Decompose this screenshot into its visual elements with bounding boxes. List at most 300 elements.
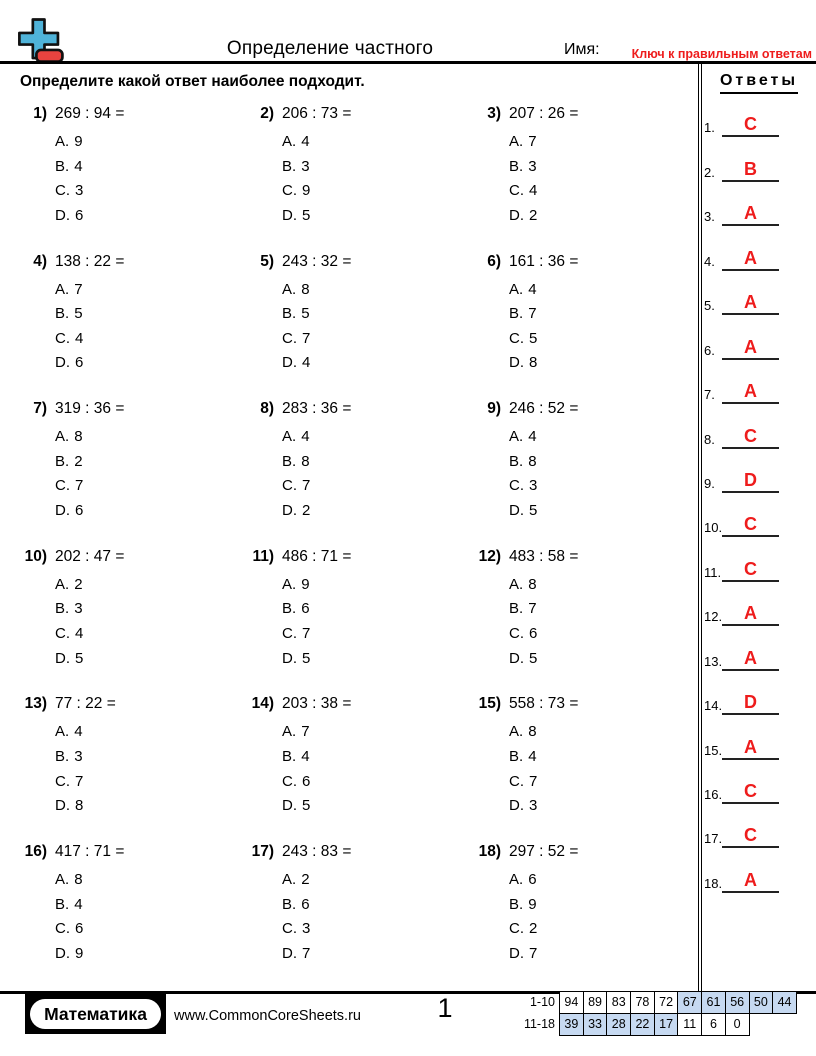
option-value: 9 <box>301 575 310 593</box>
option-value: 7 <box>301 723 310 741</box>
problem-body <box>509 252 578 376</box>
option-value: 4 <box>301 428 310 446</box>
option-d <box>282 942 351 967</box>
option-label: A. <box>509 133 524 150</box>
answer-number: 1. <box>704 120 715 136</box>
answer-item-8 <box>698 404 814 448</box>
answer-number: 7. <box>704 387 715 403</box>
answer-number: 10. <box>704 520 723 536</box>
option-value: 6 <box>301 895 310 913</box>
option-label: C. <box>509 772 524 790</box>
answer-number: 9. <box>704 475 715 491</box>
option-value: 9 <box>528 895 537 913</box>
option-label: B. <box>509 305 524 323</box>
option-value: 3 <box>301 157 310 175</box>
option-b <box>509 597 578 622</box>
option-label: A. <box>282 870 297 888</box>
problem-number: 4) <box>33 252 47 270</box>
answer-blank-line <box>722 470 779 493</box>
answer-number: 18. <box>704 875 723 891</box>
option-label: D. <box>55 354 70 372</box>
score-cell: 0 <box>725 1013 750 1036</box>
option-label: B. <box>55 157 70 175</box>
score-row-11-18 <box>500 1013 797 1036</box>
option-d <box>55 499 124 524</box>
problem-body <box>55 694 116 818</box>
option-b <box>509 302 578 327</box>
problem-number: 15) <box>478 695 501 713</box>
answers-panel-header <box>704 72 814 94</box>
option-value: 4 <box>74 157 83 175</box>
option-value: 8 <box>74 870 83 888</box>
option-value: 3 <box>302 920 311 938</box>
answer-letter: A <box>744 647 757 668</box>
problem-body <box>282 399 351 523</box>
score-cell: 6 <box>701 1013 726 1036</box>
option-a <box>282 130 351 155</box>
problem-2 <box>242 104 469 252</box>
score-cell: 17 <box>654 1013 679 1036</box>
option-c <box>282 474 351 499</box>
option-label: A. <box>55 870 70 888</box>
answer-number: 11. <box>704 564 722 580</box>
option-label: C. <box>55 329 70 347</box>
answer-letter: C <box>744 558 757 579</box>
answer-item-2 <box>698 137 814 181</box>
option-value: 2 <box>74 575 83 593</box>
option-label: B. <box>55 452 70 470</box>
option-value: 3 <box>528 157 537 175</box>
options-list <box>509 720 578 818</box>
score-row-1-10 <box>500 991 797 1014</box>
answer-blank-line <box>722 514 779 537</box>
answer-item-6 <box>698 315 814 359</box>
answer-letter: C <box>744 114 757 135</box>
option-c <box>509 770 578 795</box>
brand-label: Математика <box>30 999 161 1029</box>
option-label: A. <box>55 133 70 150</box>
score-cell: 67 <box>677 991 702 1014</box>
option-a <box>282 573 351 598</box>
option-b <box>55 450 124 475</box>
option-value: 2 <box>302 501 311 519</box>
option-value: 7 <box>529 772 538 790</box>
option-label: C. <box>282 624 297 642</box>
option-value: 8 <box>528 452 537 470</box>
option-label: B. <box>509 747 524 765</box>
problem-14 <box>242 694 469 842</box>
problem-question: 77 : 22 = <box>55 695 116 713</box>
problem-question: 483 : 58 = <box>509 547 579 565</box>
option-d <box>55 351 124 376</box>
option-value: 4 <box>301 747 310 765</box>
problem-body <box>282 547 351 671</box>
option-value: 6 <box>75 206 84 224</box>
answers-list <box>698 93 814 893</box>
option-value: 3 <box>74 600 83 618</box>
answer-number: 5. <box>704 298 715 314</box>
option-value: 4 <box>301 133 310 150</box>
option-c <box>509 622 578 647</box>
options-list <box>55 573 124 671</box>
option-a <box>509 573 578 598</box>
answer-letter: A <box>744 381 757 402</box>
problem-number: 1) <box>33 105 47 122</box>
option-d <box>509 647 578 672</box>
option-label: D. <box>282 944 297 962</box>
option-d <box>55 942 124 967</box>
option-label: A. <box>509 428 524 446</box>
option-value: 8 <box>301 452 310 470</box>
option-c <box>509 474 578 499</box>
option-label: C. <box>55 920 70 938</box>
answer-letter: A <box>744 736 757 757</box>
answer-item-4 <box>698 226 814 270</box>
option-label: B. <box>55 895 70 913</box>
problem-number: 2) <box>260 105 274 122</box>
option-value: 8 <box>301 280 310 298</box>
answer-blank-line <box>722 781 779 804</box>
problem-10 <box>15 547 242 695</box>
answer-number: 16. <box>704 787 723 802</box>
problem-number: 6) <box>487 252 501 270</box>
option-label: C. <box>282 477 297 495</box>
answer-number: 4. <box>704 253 715 269</box>
problem-question: 203 : 38 = <box>282 695 352 713</box>
option-value: 7 <box>529 944 538 962</box>
answer-number: 2. <box>704 164 715 180</box>
option-label: A. <box>282 723 297 741</box>
option-b <box>55 302 124 327</box>
option-d <box>282 499 351 524</box>
option-value: 2 <box>529 920 538 938</box>
answer-blank-line <box>722 692 779 715</box>
answer-number: 6. <box>704 342 715 358</box>
option-value: 5 <box>529 649 538 667</box>
option-value: 7 <box>302 477 311 495</box>
options-list <box>282 868 351 966</box>
option-a <box>509 425 578 450</box>
option-c <box>282 179 351 204</box>
option-a <box>282 425 351 450</box>
option-b <box>55 745 116 770</box>
option-label: C. <box>282 329 297 347</box>
option-label: A. <box>282 428 297 446</box>
option-value: 6 <box>301 600 310 618</box>
option-b <box>509 450 578 475</box>
answer-blank-line <box>722 559 779 582</box>
answer-item-16 <box>698 760 814 804</box>
option-label: D. <box>282 501 297 519</box>
problem-body <box>282 694 351 818</box>
option-label: C. <box>55 477 70 495</box>
score-cell: 83 <box>606 991 631 1014</box>
answer-letter: D <box>744 692 757 713</box>
problem-question: 207 : 26 = <box>509 105 579 122</box>
option-label: D. <box>55 944 70 962</box>
option-label: B. <box>282 600 297 618</box>
option-label: B. <box>282 747 297 765</box>
answer-blank-line <box>722 292 779 315</box>
score-cell: 94 <box>559 991 584 1014</box>
option-value: 7 <box>528 305 537 323</box>
problem-question: 243 : 32 = <box>282 252 352 270</box>
option-a <box>55 130 124 155</box>
option-value: 5 <box>302 206 311 224</box>
problem-8 <box>242 399 469 547</box>
answer-letter: C <box>744 514 757 535</box>
problem-4 <box>15 252 242 400</box>
problem-body <box>55 104 124 228</box>
brand-badge <box>25 994 166 1034</box>
problem-number: 8) <box>260 400 274 418</box>
answer-number: 3. <box>704 209 715 225</box>
option-value: 5 <box>301 305 310 323</box>
problem-question: 486 : 71 = <box>282 547 352 565</box>
option-value: 7 <box>302 329 311 347</box>
score-table <box>500 991 797 1036</box>
options-list <box>55 130 124 228</box>
answer-item-17 <box>698 804 814 848</box>
option-label: B. <box>509 157 524 175</box>
option-value: 6 <box>302 772 311 790</box>
option-c <box>55 770 116 795</box>
problem-question: 246 : 52 = <box>509 400 579 418</box>
option-label: B. <box>282 452 297 470</box>
option-label: A. <box>55 428 70 446</box>
problem-question: 283 : 36 = <box>282 400 352 418</box>
answer-item-10 <box>698 493 814 537</box>
option-label: D. <box>55 649 70 667</box>
problem-question: 269 : 94 = <box>55 105 125 122</box>
option-a <box>282 720 351 745</box>
option-value: 2 <box>529 206 538 224</box>
option-label: C. <box>282 772 297 790</box>
option-a <box>282 278 351 303</box>
answer-letter: A <box>744 336 757 357</box>
answer-key-label: Ключ к правильным ответам <box>631 47 812 61</box>
answer-item-11 <box>698 537 814 581</box>
option-label: D. <box>509 797 524 815</box>
option-label: B. <box>55 305 70 323</box>
option-label: D. <box>282 206 297 224</box>
problem-number: 13) <box>24 695 47 713</box>
problem-number: 11) <box>252 547 274 565</box>
answer-item-14 <box>698 671 814 715</box>
option-label: B. <box>55 600 70 618</box>
option-label: B. <box>509 600 524 618</box>
option-b <box>509 155 578 180</box>
option-label: C. <box>55 182 70 200</box>
option-d <box>55 647 124 672</box>
option-a <box>509 130 578 155</box>
score-cell: 11 <box>677 1013 702 1036</box>
option-value: 6 <box>75 354 84 372</box>
answer-number: 12. <box>704 609 723 625</box>
answer-number: 15. <box>704 742 723 758</box>
option-c <box>55 327 124 352</box>
option-label: C. <box>509 182 524 200</box>
problem-number: 9) <box>487 400 501 418</box>
option-d <box>282 351 351 376</box>
problem-question: 202 : 47 = <box>55 547 125 565</box>
option-label: A. <box>55 575 70 593</box>
header-rule <box>0 61 816 64</box>
option-label: D. <box>509 649 524 667</box>
option-label: B. <box>509 452 524 470</box>
problem-question: 206 : 73 = <box>282 105 352 122</box>
option-label: A. <box>282 280 297 298</box>
score-cell: 33 <box>583 1013 608 1036</box>
option-value: 3 <box>75 182 84 200</box>
problem-question: 161 : 36 = <box>509 252 579 270</box>
option-d <box>509 351 578 376</box>
options-list <box>282 573 351 671</box>
option-label: A. <box>509 723 524 741</box>
score-cell: 78 <box>630 991 655 1014</box>
option-c <box>55 179 124 204</box>
option-d <box>509 942 578 967</box>
option-b <box>55 597 124 622</box>
option-label: B. <box>55 747 70 765</box>
option-label: C. <box>282 920 297 938</box>
answer-item-1 <box>698 93 814 137</box>
option-value: 9 <box>75 944 84 962</box>
score-cell: 44 <box>772 991 797 1014</box>
answer-item-15 <box>698 715 814 759</box>
answer-blank-line <box>722 381 779 404</box>
answer-letter: B <box>744 158 757 179</box>
options-list <box>282 720 351 818</box>
problem-number: 3) <box>487 105 501 122</box>
options-list <box>282 130 351 228</box>
answer-letter: C <box>744 425 757 446</box>
option-b <box>282 302 351 327</box>
option-value: 7 <box>528 600 537 618</box>
option-value: 7 <box>302 624 311 642</box>
option-b <box>282 155 351 180</box>
option-label: D. <box>282 797 297 815</box>
problem-body <box>509 104 578 228</box>
answer-letter: C <box>744 781 757 801</box>
answer-item-18 <box>698 848 814 892</box>
option-value: 3 <box>74 747 83 765</box>
option-value: 4 <box>529 182 538 200</box>
answer-blank-line <box>722 648 779 671</box>
option-value: 7 <box>528 133 537 150</box>
option-label: A. <box>282 575 297 593</box>
problem-12 <box>469 547 696 695</box>
answer-item-7 <box>698 360 814 404</box>
option-label: A. <box>55 280 70 298</box>
option-label: D. <box>509 944 524 962</box>
option-value: 4 <box>74 895 83 913</box>
answer-letter: C <box>744 825 757 846</box>
option-label: D. <box>55 501 70 519</box>
option-c <box>55 917 124 942</box>
answer-blank-line <box>722 825 779 848</box>
answer-blank-line <box>722 248 779 271</box>
option-label: C. <box>509 624 524 642</box>
option-b <box>282 745 351 770</box>
answer-item-5 <box>698 271 814 315</box>
score-cell: 72 <box>654 991 679 1014</box>
option-value: 7 <box>75 772 84 790</box>
option-a <box>282 868 351 893</box>
problem-body <box>509 399 578 523</box>
option-label: C. <box>55 772 70 790</box>
answer-number: 14. <box>704 698 723 714</box>
option-value: 5 <box>529 329 538 347</box>
score-cell: 89 <box>583 991 608 1014</box>
option-value: 5 <box>302 649 311 667</box>
answer-letter: A <box>744 869 757 890</box>
problem-7 <box>15 399 242 547</box>
problem-number: 5) <box>260 252 274 270</box>
answer-blank-line <box>722 337 779 360</box>
answer-blank-line <box>722 159 779 182</box>
option-value: 8 <box>75 797 84 815</box>
options-list <box>282 425 351 523</box>
problem-body <box>509 694 578 818</box>
option-a <box>55 720 116 745</box>
answer-letter: A <box>744 292 757 313</box>
option-d <box>55 794 116 819</box>
option-c <box>282 770 351 795</box>
option-d <box>509 204 578 229</box>
problem-body <box>282 104 351 228</box>
option-label: D. <box>509 501 524 519</box>
option-label: C. <box>282 182 297 200</box>
answer-number: 8. <box>704 431 715 447</box>
option-value: 6 <box>529 624 538 642</box>
option-label: A. <box>509 575 524 593</box>
problem-body <box>55 252 124 376</box>
option-value: 8 <box>74 428 83 446</box>
score-row-label: 1-10 <box>529 995 555 1009</box>
option-value: 4 <box>528 747 537 765</box>
option-b <box>509 893 578 918</box>
option-c <box>55 474 124 499</box>
answer-letter: D <box>744 469 757 490</box>
option-value: 4 <box>302 354 311 372</box>
option-a <box>509 720 578 745</box>
problem-17 <box>242 842 469 990</box>
option-value: 7 <box>74 280 83 298</box>
options-list <box>509 425 578 523</box>
problem-1 <box>15 104 242 252</box>
option-value: 8 <box>528 723 537 741</box>
option-d <box>282 204 351 229</box>
option-value: 3 <box>529 477 538 495</box>
answer-letter: A <box>744 247 757 268</box>
options-list <box>509 573 578 671</box>
option-label: D. <box>282 354 297 372</box>
option-label: B. <box>282 895 297 913</box>
option-d <box>509 499 578 524</box>
name-label: Имя: <box>564 41 600 58</box>
problem-body <box>282 842 351 966</box>
score-cell: 28 <box>606 1013 631 1036</box>
problem-number: 12) <box>478 547 501 565</box>
option-label: C. <box>509 920 524 938</box>
option-label: A. <box>55 723 70 741</box>
option-label: D. <box>55 206 70 224</box>
problem-9 <box>469 399 696 547</box>
option-label: B. <box>282 305 297 323</box>
option-a <box>55 573 124 598</box>
problem-number: 14) <box>251 695 274 713</box>
